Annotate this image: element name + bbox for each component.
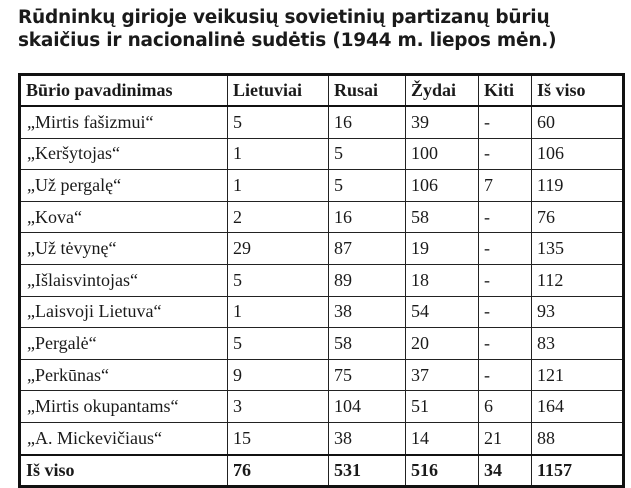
cell-russians: 38: [329, 422, 406, 454]
cell-total: 164: [532, 391, 624, 423]
total-label: Iš viso: [20, 455, 228, 487]
cell-total: 121: [532, 359, 624, 391]
cell-jews: 106: [406, 170, 479, 202]
title-line-2: skaičius ir nacionalinė sudėtis (1944 m. liepos mėn.): [18, 30, 557, 51]
cell-lithuanians: 5: [228, 328, 329, 360]
table-row: [20, 106, 624, 138]
cell-lithuanians: 5: [228, 106, 329, 138]
total-lithuanians: 76: [228, 455, 329, 487]
cell-others: -: [479, 296, 532, 328]
cell-others: -: [479, 106, 532, 138]
cell-jews: 39: [406, 106, 479, 138]
header-total: Iš viso: [532, 75, 624, 107]
cell-unit-name: „Perkūnas“: [20, 359, 228, 391]
table-row: [20, 201, 624, 233]
partisan-units-table: [18, 73, 625, 488]
cell-others: -: [479, 138, 532, 170]
table-row: [20, 264, 624, 296]
cell-unit-name: „Mirtis fašizmui“: [20, 106, 228, 138]
table-row: [20, 170, 624, 202]
cell-total: 76: [532, 201, 624, 233]
cell-russians: 87: [329, 233, 406, 265]
total-sum: 1157: [532, 455, 624, 487]
cell-lithuanians: 2: [228, 201, 329, 233]
cell-others: -: [479, 201, 532, 233]
cell-jews: 100: [406, 138, 479, 170]
cell-unit-name: „Išlaisvintojas“: [20, 264, 228, 296]
cell-unit-name: „Mirtis okupantams“: [20, 391, 228, 423]
cell-others: 6: [479, 391, 532, 423]
cell-others: -: [479, 233, 532, 265]
header-others: Kiti: [479, 75, 532, 107]
table-row: [20, 359, 624, 391]
cell-russians: 89: [329, 264, 406, 296]
cell-lithuanians: 29: [228, 233, 329, 265]
table-row: [20, 391, 624, 423]
table-row: [20, 328, 624, 360]
cell-russians: 5: [329, 138, 406, 170]
cell-unit-name: „Už pergalę“: [20, 170, 228, 202]
cell-lithuanians: 1: [228, 138, 329, 170]
cell-total: 112: [532, 264, 624, 296]
cell-jews: 51: [406, 391, 479, 423]
cell-others: 7: [479, 170, 532, 202]
cell-total: 106: [532, 138, 624, 170]
cell-lithuanians: 5: [228, 264, 329, 296]
cell-unit-name: „Laisvoji Lietuva“: [20, 296, 228, 328]
table-row: [20, 233, 624, 265]
cell-lithuanians: 1: [228, 170, 329, 202]
cell-jews: 54: [406, 296, 479, 328]
cell-jews: 37: [406, 359, 479, 391]
cell-jews: 18: [406, 264, 479, 296]
document-title: [18, 6, 628, 52]
cell-russians: 75: [329, 359, 406, 391]
cell-total: 83: [532, 328, 624, 360]
cell-others: 21: [479, 422, 532, 454]
total-russians: 531: [329, 455, 406, 487]
table-total-row: [20, 455, 624, 487]
cell-total: 60: [532, 106, 624, 138]
total-others: 34: [479, 455, 532, 487]
cell-unit-name: „Pergalė“: [20, 328, 228, 360]
cell-russians: 16: [329, 201, 406, 233]
total-jews: 516: [406, 455, 479, 487]
cell-russians: 16: [329, 106, 406, 138]
cell-lithuanians: 1: [228, 296, 329, 328]
cell-total: 119: [532, 170, 624, 202]
cell-lithuanians: 9: [228, 359, 329, 391]
title-line-1: Rūdninkų girioje veikusių sovietinių partizanų būrių: [18, 7, 550, 28]
cell-total: 135: [532, 233, 624, 265]
table-row: [20, 138, 624, 170]
cell-russians: 58: [329, 328, 406, 360]
table-row: [20, 296, 624, 328]
header-russians: Rusai: [329, 75, 406, 107]
header-jews: Žydai: [406, 75, 479, 107]
cell-total: 93: [532, 296, 624, 328]
cell-jews: 19: [406, 233, 479, 265]
cell-total: 88: [532, 422, 624, 454]
cell-russians: 5: [329, 170, 406, 202]
cell-unit-name: „Keršytojas“: [20, 138, 228, 170]
cell-lithuanians: 3: [228, 391, 329, 423]
cell-unit-name: „A. Mickevičiaus“: [20, 422, 228, 454]
cell-russians: 38: [329, 296, 406, 328]
header-lithuanians: Lietuviai: [228, 75, 329, 107]
cell-unit-name: „Už tėvynę“: [20, 233, 228, 265]
cell-jews: 58: [406, 201, 479, 233]
cell-unit-name: „Kova“: [20, 201, 228, 233]
cell-jews: 14: [406, 422, 479, 454]
cell-russians: 104: [329, 391, 406, 423]
cell-lithuanians: 15: [228, 422, 329, 454]
table-header-row: [20, 75, 624, 107]
header-unit-name: Būrio pavadinimas: [20, 75, 228, 107]
cell-others: -: [479, 328, 532, 360]
cell-jews: 20: [406, 328, 479, 360]
cell-others: -: [479, 359, 532, 391]
cell-others: -: [479, 264, 532, 296]
table-row: [20, 422, 624, 454]
